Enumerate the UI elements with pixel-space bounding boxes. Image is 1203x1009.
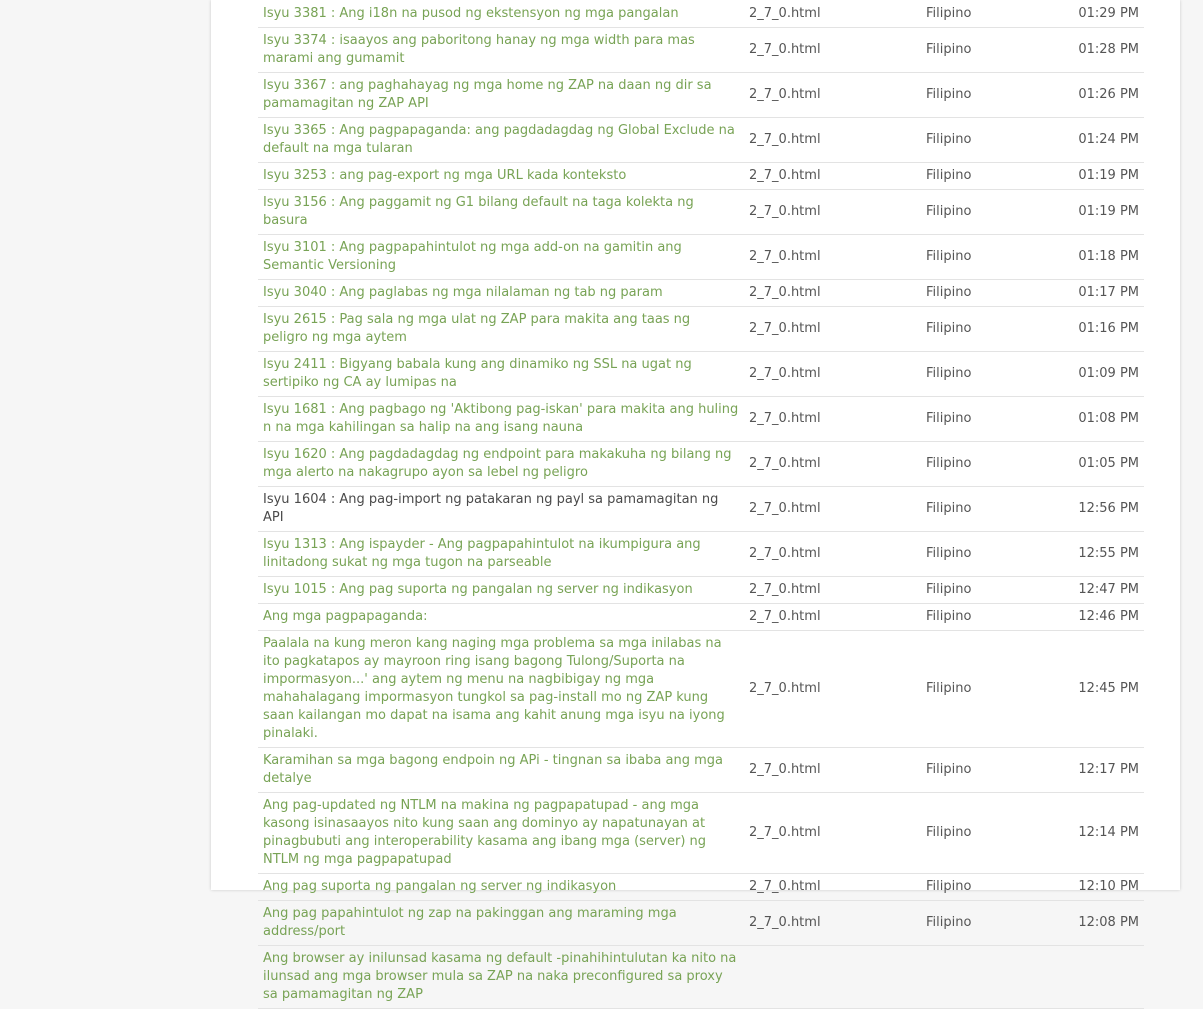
string-cell xyxy=(258,793,744,874)
string-link[interactable]: Isyu 3374 : isaayos ang paboritong hanay ng mga width para mas marami ang gumamit xyxy=(263,33,695,66)
table-row xyxy=(258,352,1144,397)
table-row xyxy=(258,235,1144,280)
string-cell xyxy=(258,901,744,946)
language: Filipino xyxy=(921,163,1071,190)
table-row xyxy=(258,0,1144,28)
timestamp: 12:55 PM xyxy=(1071,532,1144,577)
language: Filipino xyxy=(921,487,1071,532)
string-cell xyxy=(258,397,744,442)
timestamp: 12:08 PM xyxy=(1071,901,1144,946)
table-row xyxy=(258,118,1144,163)
string-link[interactable]: Isyu 1620 : Ang pagdadagdag ng endpoint para makakuha ng bilang ng mga alerto na nakagrupo ayon sa lebel ng peligro xyxy=(263,447,732,480)
string-cell xyxy=(258,280,744,307)
file-name: 2_7_0.html xyxy=(744,487,921,532)
file-name: 2_7_0.html xyxy=(744,352,921,397)
string-cell xyxy=(258,748,744,793)
string-link[interactable]: Isyu 3253 : ang pag-export ng mga URL kada konteksto xyxy=(263,168,627,183)
table-row xyxy=(258,631,1144,748)
string-cell xyxy=(258,352,744,397)
table-row xyxy=(258,442,1144,487)
string-cell xyxy=(258,73,744,118)
language: Filipino xyxy=(921,604,1071,631)
language: Filipino xyxy=(921,532,1071,577)
language: Filipino xyxy=(921,901,1071,946)
file-name: 2_7_0.html xyxy=(744,28,921,73)
timestamp: 12:17 PM xyxy=(1071,748,1144,793)
table-row xyxy=(258,532,1144,577)
string-link[interactable]: Karamihan sa mga bagong endpoin ng APi - tingnan sa ibaba ang mga detalye xyxy=(263,753,723,786)
file-name: 2_7_0.html xyxy=(744,748,921,793)
language: Filipino xyxy=(921,118,1071,163)
table-row xyxy=(258,748,1144,793)
string-link[interactable]: Isyu 3367 : ang paghahayag ng mga home ng ZAP na daan ng dir sa pamamagitan ng ZAP API xyxy=(263,78,712,111)
table-row xyxy=(258,577,1144,604)
file-name: 2_7_0.html xyxy=(744,793,921,874)
string-link[interactable]: Isyu 3365 : Ang pagpapaganda: ang pagdadagdag ng Global Exclude na default na mga tularan xyxy=(263,123,735,156)
string-link[interactable]: Paalala na kung meron kang naging mga problema sa mga inilabas na ito pagkatapos ay mayroon ring isang bagong Tulong/Suporta na impormasyon...' ang aytem ng menu na nagbibigay ng mga mahahalagang impormasyon tungkol sa pag-install mo ng ZAP kung saan kailangan mo dapat na isama ang kahit anung mga isyu na iyong pinalaki. xyxy=(263,636,725,741)
timestamp xyxy=(1071,946,1144,1009)
language: Filipino xyxy=(921,0,1071,28)
file-name: 2_7_0.html xyxy=(744,442,921,487)
language: Filipino xyxy=(921,307,1071,352)
file-name: 2_7_0.html xyxy=(744,901,921,946)
string-link[interactable]: Isyu 1015 : Ang pag suporta ng pangalan ng server ng indikasyon xyxy=(263,582,693,597)
string-cell xyxy=(258,163,744,190)
language: Filipino xyxy=(921,190,1071,235)
string-link[interactable]: Isyu 2411 : Bigyang babala kung ang dinamiko ng SSL na ugat ng sertipiko ng CA ay lumipas na xyxy=(263,357,692,390)
file-name: 2_7_0.html xyxy=(744,397,921,442)
language: Filipino xyxy=(921,73,1071,118)
timestamp: 12:47 PM xyxy=(1071,577,1144,604)
string-cell xyxy=(258,946,744,1009)
string-link[interactable]: Ang pag suporta ng pangalan ng server ng indikasyon xyxy=(263,879,617,894)
file-name: 2_7_0.html xyxy=(744,631,921,748)
string-link[interactable]: Isyu 1681 : Ang pagbago ng 'Aktibong pag-iskan' para makita ang huling n na mga kahilingan sa halip na ang isang nauna xyxy=(263,402,739,435)
string-link[interactable]: Isyu 3040 : Ang paglabas ng mga nilalaman ng tab ng param xyxy=(263,285,663,300)
content-panel xyxy=(211,0,1180,1002)
file-name: 2_7_0.html xyxy=(744,235,921,280)
string-link[interactable]: Ang pag-updated ng NTLM na makina ng pagpapatupad - ang mga kasong isinasaayos nito kung saan ang dominyo ay napatunayan at pinagbubuti ang interoperability kasama ang ibang mga (server) ng NTLM ng mga pagpapatupad xyxy=(263,798,707,867)
table-row xyxy=(258,901,1144,946)
table-row xyxy=(258,793,1144,874)
file-name: 2_7_0.html xyxy=(744,604,921,631)
language: Filipino xyxy=(921,397,1071,442)
string-link[interactable]: Isyu 2615 : Pag sala ng mga ulat ng ZAP para makita ang taas ng peligro ng mga aytem xyxy=(263,312,691,345)
language: Filipino xyxy=(921,280,1071,307)
file-name xyxy=(744,946,921,1009)
table-row xyxy=(258,307,1144,352)
file-name: 2_7_0.html xyxy=(744,874,921,901)
file-name: 2_7_0.html xyxy=(744,190,921,235)
string-cell xyxy=(258,442,744,487)
table-row xyxy=(258,163,1144,190)
table-row xyxy=(258,487,1144,532)
timestamp: 01:18 PM xyxy=(1071,235,1144,280)
timestamp: 12:10 PM xyxy=(1071,874,1144,901)
string-link[interactable]: Isyu 1313 : Ang ispayder - Ang pagpapahintulot na ikumpigura ang linitadong sukat ng mga tugon na parseable xyxy=(263,537,701,570)
language: Filipino xyxy=(921,631,1071,748)
file-name: 2_7_0.html xyxy=(744,118,921,163)
table-row xyxy=(258,190,1144,235)
string-cell xyxy=(258,577,744,604)
string-link[interactable]: Ang browser ay inilunsad kasama ng default -pinahihintulutan ka nito na ilunsad ang mga browser mula sa ZAP na naka preconfigured sa proxy sa pamamagitan ng ZAP xyxy=(263,951,737,1002)
language: Filipino xyxy=(921,235,1071,280)
string-cell xyxy=(258,118,744,163)
string-link[interactable]: Ang pag papahintulot ng zap na pakinggan ang maraming mga address/port xyxy=(263,906,677,939)
timestamp: 01:05 PM xyxy=(1071,442,1144,487)
strings-table-body xyxy=(258,0,1144,1009)
file-name: 2_7_0.html xyxy=(744,577,921,604)
timestamp: 01:19 PM xyxy=(1071,163,1144,190)
timestamp: 01:16 PM xyxy=(1071,307,1144,352)
table-row xyxy=(258,946,1144,1009)
string-cell xyxy=(258,874,744,901)
table-row xyxy=(258,280,1144,307)
table-row xyxy=(258,874,1144,901)
timestamp: 12:45 PM xyxy=(1071,631,1144,748)
table-row xyxy=(258,397,1144,442)
table-row xyxy=(258,28,1144,73)
table-row xyxy=(258,604,1144,631)
file-name: 2_7_0.html xyxy=(744,73,921,118)
timestamp: 01:26 PM xyxy=(1071,73,1144,118)
timestamp: 01:24 PM xyxy=(1071,118,1144,163)
table-row xyxy=(258,73,1144,118)
language: Filipino xyxy=(921,352,1071,397)
timestamp: 12:46 PM xyxy=(1071,604,1144,631)
string-cell xyxy=(258,190,744,235)
language: Filipino xyxy=(921,748,1071,793)
string-cell xyxy=(258,487,744,532)
timestamp: 01:19 PM xyxy=(1071,190,1144,235)
translation-strings-table xyxy=(258,0,1144,1009)
timestamp: 01:28 PM xyxy=(1071,28,1144,73)
language: Filipino xyxy=(921,874,1071,901)
string-link[interactable]: Ang mga pagpapaganda: xyxy=(263,609,428,624)
string-cell xyxy=(258,235,744,280)
string-cell xyxy=(258,604,744,631)
timestamp: 01:08 PM xyxy=(1071,397,1144,442)
file-name: 2_7_0.html xyxy=(744,280,921,307)
string-link[interactable]: Isyu 1604 : Ang pag-import ng patakaran ng payl sa pamamagitan ng API xyxy=(263,492,719,525)
string-link[interactable]: Isyu 3156 : Ang paggamit ng G1 bilang default na taga kolekta ng basura xyxy=(263,195,694,228)
language: Filipino xyxy=(921,28,1071,73)
file-name: 2_7_0.html xyxy=(744,163,921,190)
timestamp: 01:17 PM xyxy=(1071,280,1144,307)
language: Filipino xyxy=(921,442,1071,487)
timestamp: 01:29 PM xyxy=(1071,0,1144,28)
string-cell xyxy=(258,28,744,73)
string-link[interactable]: Isyu 3381 : Ang i18n na pusod ng ekstensyon ng mga pangalan xyxy=(263,6,679,21)
timestamp: 12:14 PM xyxy=(1071,793,1144,874)
string-cell xyxy=(258,631,744,748)
string-link[interactable]: Isyu 3101 : Ang pagpapahintulot ng mga add-on na gamitin ang Semantic Versioning xyxy=(263,240,682,273)
string-cell xyxy=(258,307,744,352)
file-name: 2_7_0.html xyxy=(744,0,921,28)
timestamp: 01:09 PM xyxy=(1071,352,1144,397)
language: Filipino xyxy=(921,793,1071,874)
timestamp: 12:56 PM xyxy=(1071,487,1144,532)
file-name: 2_7_0.html xyxy=(744,307,921,352)
string-cell xyxy=(258,532,744,577)
string-cell xyxy=(258,0,744,28)
language xyxy=(921,946,1071,1009)
file-name: 2_7_0.html xyxy=(744,532,921,577)
language: Filipino xyxy=(921,577,1071,604)
